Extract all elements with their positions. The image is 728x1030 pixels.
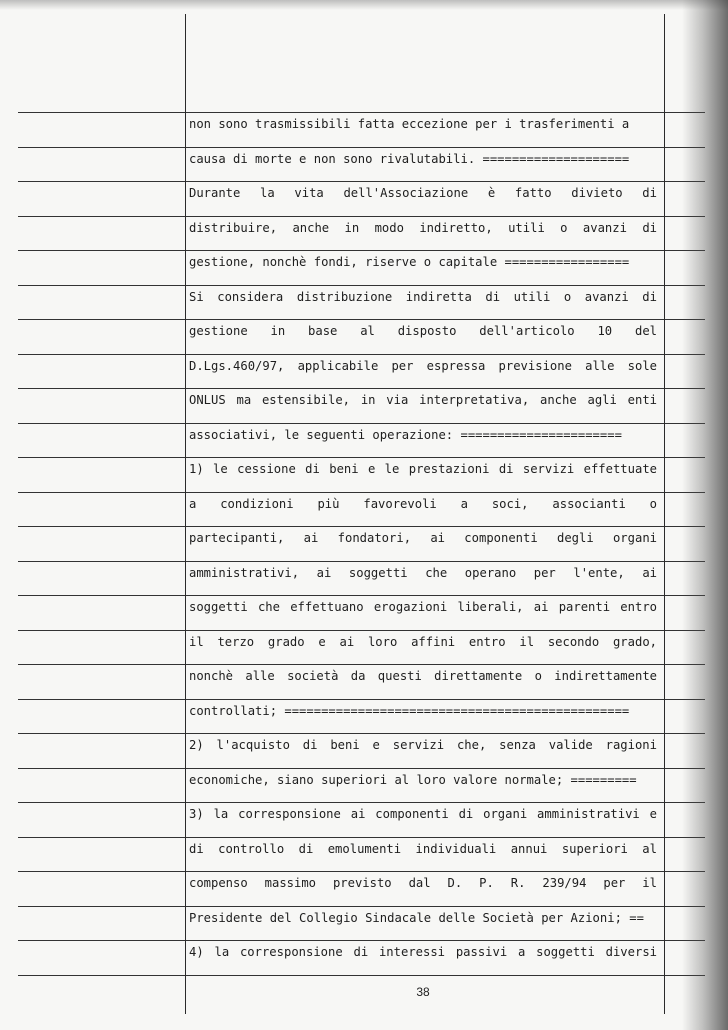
text-line: 1) le cessione di beni e le prestazioni di servizi effettuate — [189, 462, 657, 476]
margin-rule-line — [18, 354, 185, 355]
margin-rule-line — [18, 561, 185, 562]
margin-rule-line — [18, 181, 185, 182]
text-line: Si considera distribuzione indiretta di utili o avanzi di — [189, 289, 657, 304]
document-body — [189, 116, 657, 979]
scan-edge-shadow — [682, 0, 728, 1030]
margin-rule-line — [18, 457, 185, 458]
margin-rule-line — [18, 250, 185, 251]
left-margin-rule — [185, 14, 186, 1014]
margin-rule-line — [18, 216, 185, 217]
margin-rule-line — [18, 837, 185, 838]
margin-rule-line — [18, 871, 185, 872]
text-line: nonchè alle società da questi direttamente o indirettamente — [189, 669, 657, 683]
margin-rule-line — [18, 906, 185, 907]
margin-rule-line — [18, 423, 185, 424]
margin-rule-line — [18, 630, 185, 631]
text-line: amministrativi, ai soggetti che operano per l'ente, ai — [189, 565, 657, 580]
text-line: a condizioni più favorevoli a soci, associanti o — [189, 496, 657, 511]
scan-top-shadow — [0, 0, 728, 10]
text-line: economiche, siano superiori al loro valore normale; ========= — [189, 772, 637, 787]
margin-rule-line — [18, 492, 185, 493]
margin-rule-line — [18, 975, 185, 976]
margin-rule-line — [18, 388, 185, 389]
text-line: Durante la vita dell'Associazione è fatto divieto di — [189, 186, 657, 200]
text-line: associativi, le seguenti operazione: ====================== — [189, 427, 622, 442]
text-line: ONLUS ma estensibile, in via interpretativa, anche agli enti — [189, 393, 657, 407]
text-line: Presidente del Collegio Sindacale delle Società per Azioni; == — [189, 910, 644, 925]
text-line: non sono trasmissibili fatta eccezione per i trasferimenti a — [189, 117, 630, 131]
text-line: controllati; =============================================== — [189, 703, 630, 718]
text-line: 2) l'acquisto di beni e servizi che, senza valide ragioni — [189, 738, 657, 752]
margin-rule-line — [18, 664, 185, 665]
margin-rule-line — [18, 768, 185, 769]
margin-rule-line — [18, 285, 185, 286]
margin-rule-line — [18, 526, 185, 527]
text-line: distribuire, anche in modo indiretto, utili o avanzi di — [189, 220, 657, 235]
text-rule-line — [186, 112, 664, 113]
margin-rule-line — [18, 147, 185, 148]
text-line: 4) la corresponsione di interessi passivi a soggetti diversi — [189, 945, 657, 959]
text-line: di controllo di emolumenti individuali annui superiori al — [189, 841, 657, 856]
text-line: gestione in base al disposto dell'articolo 10 del — [189, 324, 657, 338]
right-margin-rule — [664, 14, 665, 1014]
margin-rule-line — [18, 319, 185, 320]
margin-rule-line — [18, 802, 185, 803]
margin-rule-line — [18, 595, 185, 596]
text-line: soggetti che effettuano erogazioni liberali, ai parenti entro — [189, 600, 657, 614]
text-line: il terzo grado e ai loro affini entro il secondo grado, — [189, 634, 657, 649]
margin-rule-line — [18, 699, 185, 700]
margin-rule-line — [18, 940, 185, 941]
text-line: partecipanti, ai fondatori, ai componenti degli organi — [189, 531, 657, 545]
text-line: gestione, nonchè fondi, riserve o capitale ================= — [189, 255, 630, 269]
margin-rule-line — [18, 733, 185, 734]
text-line: D.Lgs.460/97, applicabile per espressa previsione alle sole — [189, 358, 657, 373]
text-line: causa di morte e non sono rivalutabili. ==================== — [189, 151, 630, 166]
page-number: 38 — [416, 985, 430, 999]
text-line: 3) la corresponsione ai componenti di organi amministrativi e — [189, 807, 657, 821]
text-line: compenso massimo previsto dal D. P. R. 239/94 per il — [189, 876, 657, 890]
margin-rule-line — [18, 112, 185, 113]
